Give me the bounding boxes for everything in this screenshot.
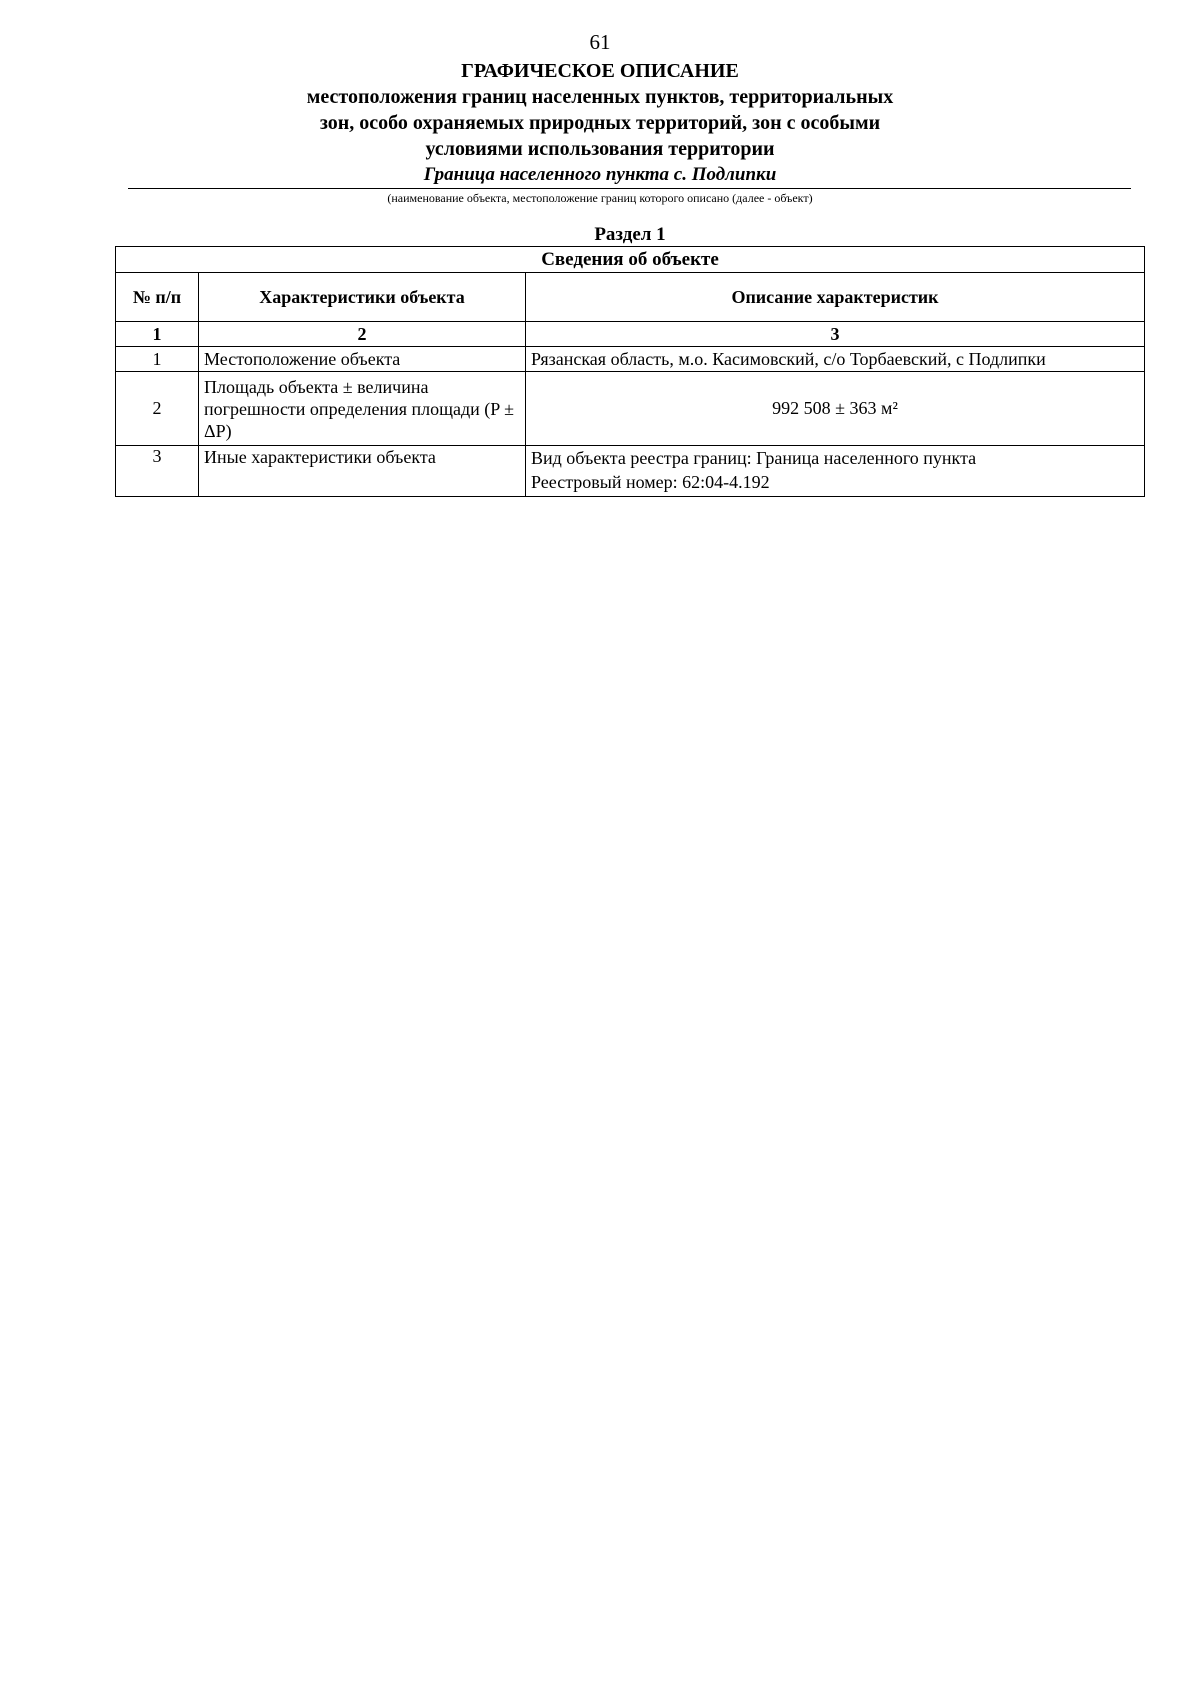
row-description-line-2: Реестровый номер: 62:04-4.192 — [531, 472, 770, 492]
table-caption: Сведения об объекте — [116, 247, 1145, 273]
object-caption: (наименование объекта, местоположение границ которого описано (далее - объект) — [387, 191, 813, 205]
table-row — [116, 372, 1145, 446]
object-info-table — [115, 246, 1145, 497]
column-number-3: 3 — [526, 322, 1145, 347]
table-row — [116, 347, 1145, 372]
column-number-1: 1 — [116, 322, 199, 347]
document-subtitle-line-3: условиями использования территории — [425, 138, 775, 160]
column-header-characteristic: Характеристики объекта — [199, 273, 526, 322]
table-row — [116, 446, 1145, 497]
document-subtitle-line-2: зон, особо охраняемых природных территорий, зон с особыми — [319, 112, 881, 134]
row-description — [526, 446, 1145, 497]
table-caption-row — [116, 247, 1145, 273]
row-num: 1 — [116, 347, 199, 372]
object-name-underline — [128, 188, 1131, 189]
row-description: 992 508 ± 363 м² — [526, 372, 1145, 446]
row-description-line-1: Вид объекта реестра границ: Граница населенного пункта — [531, 448, 977, 468]
column-number-row — [116, 322, 1145, 347]
row-characteristic: Иные характеристики объекта — [199, 446, 526, 497]
row-characteristic: Местоположение объекта — [199, 347, 526, 372]
document-subtitle-line-1: местоположения границ населенных пунктов, территориальных — [306, 86, 894, 108]
document-header — [0, 58, 1200, 187]
row-num: 2 — [116, 372, 199, 446]
column-number-2: 2 — [199, 322, 526, 347]
page-number: 61 — [589, 30, 611, 54]
row-characteristic: Площадь объекта ± величина погрешности определения площади (P ± ΔP) — [199, 372, 526, 446]
column-header-num: № п/п — [116, 273, 199, 322]
row-num: 3 — [116, 446, 199, 497]
column-header-description: Описание характеристик — [526, 273, 1145, 322]
row-description: Рязанская область, м.о. Касимовский, с/о Торбаевский, с Подлипки — [526, 347, 1145, 372]
object-name: Граница населенного пункта с. Подлипки — [423, 164, 777, 185]
section-label: Раздел 1 — [594, 224, 666, 245]
document-title: ГРАФИЧЕСКОЕ ОПИСАНИЕ — [461, 60, 739, 82]
table-header-row — [116, 273, 1145, 322]
